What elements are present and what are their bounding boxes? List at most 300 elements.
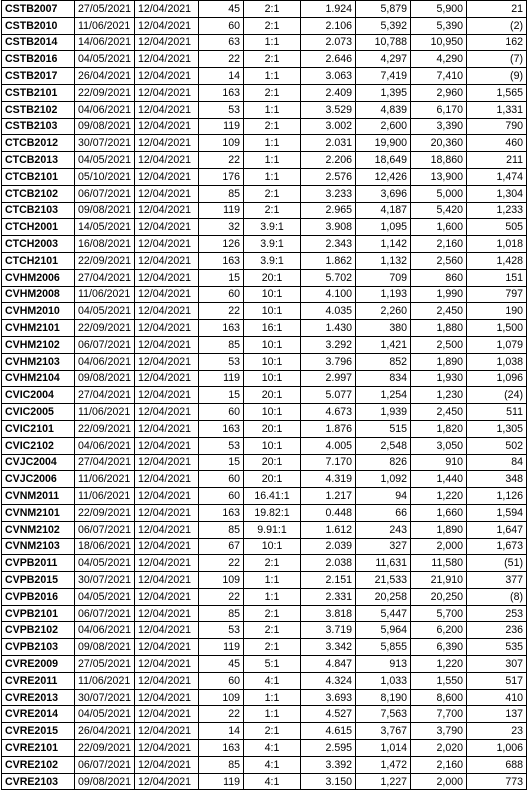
- table-row: [2, 454, 527, 471]
- trade-date-cell: 12/04/2021: [135, 588, 199, 605]
- ticker-cell: CVRE2013: [2, 689, 75, 706]
- target-cell: 1,220: [411, 656, 467, 673]
- expiry-date-cell: 27/05/2021: [75, 656, 135, 673]
- ticker-cell: CVNM2103: [2, 538, 75, 555]
- price-cell: 1,092: [356, 471, 411, 488]
- ratio-cell: 1:1: [244, 168, 301, 185]
- price-cell: 3,696: [356, 185, 411, 202]
- expiry-date-cell: 22/09/2021: [75, 84, 135, 101]
- difference-cell: 1,647: [467, 521, 527, 538]
- ratio-cell: 1:1: [244, 152, 301, 169]
- price-cell: 380: [356, 320, 411, 337]
- price-cell: 19,900: [356, 135, 411, 152]
- ticker-cell: CVHM2104: [2, 370, 75, 387]
- days-cell: 53: [199, 353, 244, 370]
- target-cell: 13,900: [411, 168, 467, 185]
- value-cell: 2.595: [301, 740, 356, 757]
- table-row: [2, 152, 527, 169]
- value-cell: 5.702: [301, 269, 356, 286]
- value-cell: 4.005: [301, 437, 356, 454]
- table-row: [2, 370, 527, 387]
- target-cell: 860: [411, 269, 467, 286]
- expiry-date-cell: 27/04/2021: [75, 387, 135, 404]
- value-cell: 3.063: [301, 68, 356, 85]
- value-cell: 1.217: [301, 488, 356, 505]
- ticker-cell: CVRE2101: [2, 740, 75, 757]
- target-cell: 18,860: [411, 152, 467, 169]
- ratio-cell: 1:1: [244, 572, 301, 589]
- value-cell: 4.615: [301, 723, 356, 740]
- trade-date-cell: 12/04/2021: [135, 756, 199, 773]
- difference-cell: 1,500: [467, 320, 527, 337]
- price-cell: 1,132: [356, 252, 411, 269]
- trade-date-cell: 12/04/2021: [135, 68, 199, 85]
- trade-date-cell: 12/04/2021: [135, 404, 199, 421]
- days-cell: 60: [199, 404, 244, 421]
- table-body: [2, 1, 527, 790]
- table-row: [2, 1, 527, 18]
- price-cell: 21,533: [356, 572, 411, 589]
- table-row: [2, 269, 527, 286]
- target-cell: 2,450: [411, 404, 467, 421]
- trade-date-cell: 12/04/2021: [135, 252, 199, 269]
- difference-cell: 253: [467, 605, 527, 622]
- table-row: [2, 252, 527, 269]
- target-cell: 10,950: [411, 34, 467, 51]
- expiry-date-cell: 27/05/2021: [75, 1, 135, 18]
- target-cell: 1,550: [411, 672, 467, 689]
- table-row: [2, 336, 527, 353]
- difference-cell: 23: [467, 723, 527, 740]
- expiry-date-cell: 06/07/2021: [75, 185, 135, 202]
- price-cell: 18,649: [356, 152, 411, 169]
- trade-date-cell: 12/04/2021: [135, 320, 199, 337]
- days-cell: 109: [199, 689, 244, 706]
- ticker-cell: CVJC2006: [2, 471, 75, 488]
- ratio-cell: 20:1: [244, 420, 301, 437]
- difference-cell: 1,673: [467, 538, 527, 555]
- days-cell: 22: [199, 555, 244, 572]
- ratio-cell: 10:1: [244, 286, 301, 303]
- difference-cell: 236: [467, 622, 527, 639]
- ticker-cell: CSTB2016: [2, 51, 75, 68]
- difference-cell: 1,305: [467, 420, 527, 437]
- ratio-cell: 1:1: [244, 101, 301, 118]
- ratio-cell: 1:1: [244, 689, 301, 706]
- expiry-date-cell: 30/07/2021: [75, 572, 135, 589]
- target-cell: 1,990: [411, 286, 467, 303]
- difference-cell: (7): [467, 51, 527, 68]
- target-cell: 5,000: [411, 185, 467, 202]
- table-row: [2, 17, 527, 34]
- ticker-cell: CSTB2010: [2, 17, 75, 34]
- ratio-cell: 2:1: [244, 202, 301, 219]
- price-cell: 327: [356, 538, 411, 555]
- target-cell: 2,160: [411, 756, 467, 773]
- days-cell: 85: [199, 336, 244, 353]
- trade-date-cell: 12/04/2021: [135, 168, 199, 185]
- days-cell: 15: [199, 269, 244, 286]
- ratio-cell: 10:1: [244, 336, 301, 353]
- value-cell: 0.448: [301, 504, 356, 521]
- ticker-cell: CVPB2103: [2, 639, 75, 656]
- target-cell: 7,410: [411, 68, 467, 85]
- difference-cell: 505: [467, 219, 527, 236]
- trade-date-cell: 12/04/2021: [135, 572, 199, 589]
- difference-cell: 688: [467, 756, 527, 773]
- value-cell: 3.529: [301, 101, 356, 118]
- ratio-cell: 1:1: [244, 68, 301, 85]
- trade-date-cell: 12/04/2021: [135, 605, 199, 622]
- price-cell: 8,190: [356, 689, 411, 706]
- expiry-date-cell: 27/04/2021: [75, 454, 135, 471]
- table-row: [2, 723, 527, 740]
- difference-cell: 21: [467, 1, 527, 18]
- trade-date-cell: 12/04/2021: [135, 152, 199, 169]
- expiry-date-cell: 30/07/2021: [75, 689, 135, 706]
- value-cell: 2.409: [301, 84, 356, 101]
- expiry-date-cell: 27/04/2021: [75, 269, 135, 286]
- table-row: [2, 404, 527, 421]
- expiry-date-cell: 09/08/2021: [75, 370, 135, 387]
- trade-date-cell: 12/04/2021: [135, 437, 199, 454]
- target-cell: 3,790: [411, 723, 467, 740]
- days-cell: 60: [199, 471, 244, 488]
- expiry-date-cell: 22/09/2021: [75, 320, 135, 337]
- target-cell: 2,000: [411, 773, 467, 790]
- difference-cell: (51): [467, 555, 527, 572]
- price-cell: 2,600: [356, 118, 411, 135]
- trade-date-cell: 12/04/2021: [135, 269, 199, 286]
- days-cell: 163: [199, 420, 244, 437]
- table-row: [2, 303, 527, 320]
- days-cell: 67: [199, 538, 244, 555]
- difference-cell: 84: [467, 454, 527, 471]
- table-row: [2, 387, 527, 404]
- expiry-date-cell: 06/07/2021: [75, 336, 135, 353]
- target-cell: 11,580: [411, 555, 467, 572]
- ratio-cell: 2:1: [244, 723, 301, 740]
- target-cell: 2,020: [411, 740, 467, 757]
- expiry-date-cell: 22/09/2021: [75, 740, 135, 757]
- target-cell: 1,660: [411, 504, 467, 521]
- expiry-date-cell: 04/05/2021: [75, 555, 135, 572]
- expiry-date-cell: 16/08/2021: [75, 236, 135, 253]
- value-cell: 2.106: [301, 17, 356, 34]
- days-cell: 63: [199, 34, 244, 51]
- days-cell: 53: [199, 437, 244, 454]
- days-cell: 176: [199, 168, 244, 185]
- expiry-date-cell: 06/07/2021: [75, 521, 135, 538]
- difference-cell: 1,565: [467, 84, 527, 101]
- difference-cell: 1,006: [467, 740, 527, 757]
- ticker-cell: CSTB2014: [2, 34, 75, 51]
- target-cell: 5,900: [411, 1, 467, 18]
- trade-date-cell: 12/04/2021: [135, 118, 199, 135]
- ratio-cell: 4:1: [244, 773, 301, 790]
- ratio-cell: 10:1: [244, 370, 301, 387]
- trade-date-cell: 12/04/2021: [135, 185, 199, 202]
- expiry-date-cell: 09/08/2021: [75, 773, 135, 790]
- ticker-cell: CVNM2101: [2, 504, 75, 521]
- trade-date-cell: 12/04/2021: [135, 202, 199, 219]
- expiry-date-cell: 04/05/2021: [75, 303, 135, 320]
- ratio-cell: 3.9:1: [244, 219, 301, 236]
- target-cell: 910: [411, 454, 467, 471]
- warrant-table: [1, 0, 527, 790]
- value-cell: 7.170: [301, 454, 356, 471]
- value-cell: 2.206: [301, 152, 356, 169]
- table-row: [2, 488, 527, 505]
- value-cell: 5.077: [301, 387, 356, 404]
- ratio-cell: 2:1: [244, 555, 301, 572]
- days-cell: 60: [199, 672, 244, 689]
- value-cell: 4.319: [301, 471, 356, 488]
- target-cell: 1,440: [411, 471, 467, 488]
- ticker-cell: CVHM2101: [2, 320, 75, 337]
- table-row: [2, 555, 527, 572]
- value-cell: 3.150: [301, 773, 356, 790]
- ticker-cell: CVPB2015: [2, 572, 75, 589]
- table-row: [2, 622, 527, 639]
- days-cell: 163: [199, 320, 244, 337]
- target-cell: 2,560: [411, 252, 467, 269]
- difference-cell: 1,304: [467, 185, 527, 202]
- expiry-date-cell: 18/06/2021: [75, 538, 135, 555]
- difference-cell: 307: [467, 656, 527, 673]
- table-row: [2, 185, 527, 202]
- ticker-cell: CVJC2004: [2, 454, 75, 471]
- expiry-date-cell: 14/05/2021: [75, 219, 135, 236]
- difference-cell: 1,079: [467, 336, 527, 353]
- ratio-cell: 4:1: [244, 740, 301, 757]
- days-cell: 109: [199, 135, 244, 152]
- table-row: [2, 202, 527, 219]
- ticker-cell: CSTB2007: [2, 1, 75, 18]
- table-row: [2, 639, 527, 656]
- ratio-cell: 10:1: [244, 538, 301, 555]
- trade-date-cell: 12/04/2021: [135, 236, 199, 253]
- expiry-date-cell: 06/07/2021: [75, 756, 135, 773]
- trade-date-cell: 12/04/2021: [135, 34, 199, 51]
- value-cell: 1.862: [301, 252, 356, 269]
- table-row: [2, 672, 527, 689]
- expiry-date-cell: 06/07/2021: [75, 605, 135, 622]
- value-cell: 3.908: [301, 219, 356, 236]
- ratio-cell: 2:1: [244, 185, 301, 202]
- trade-date-cell: 12/04/2021: [135, 504, 199, 521]
- target-cell: 8,600: [411, 689, 467, 706]
- price-cell: 7,419: [356, 68, 411, 85]
- ratio-cell: 20:1: [244, 269, 301, 286]
- trade-date-cell: 12/04/2021: [135, 740, 199, 757]
- days-cell: 163: [199, 84, 244, 101]
- trade-date-cell: 12/04/2021: [135, 219, 199, 236]
- price-cell: 5,879: [356, 1, 411, 18]
- ratio-cell: 5:1: [244, 656, 301, 673]
- difference-cell: 797: [467, 286, 527, 303]
- target-cell: 5,700: [411, 605, 467, 622]
- table-row: [2, 168, 527, 185]
- expiry-date-cell: 11/06/2021: [75, 286, 135, 303]
- expiry-date-cell: 26/04/2021: [75, 723, 135, 740]
- value-cell: 3.796: [301, 353, 356, 370]
- days-cell: 32: [199, 219, 244, 236]
- target-cell: 1,600: [411, 219, 467, 236]
- ratio-cell: 1:1: [244, 588, 301, 605]
- days-cell: 53: [199, 622, 244, 639]
- value-cell: 3.392: [301, 756, 356, 773]
- ratio-cell: 4:1: [244, 672, 301, 689]
- table-row: [2, 219, 527, 236]
- ticker-cell: CSTB2103: [2, 118, 75, 135]
- price-cell: 5,447: [356, 605, 411, 622]
- difference-cell: 377: [467, 572, 527, 589]
- difference-cell: 1,594: [467, 504, 527, 521]
- value-cell: 1.430: [301, 320, 356, 337]
- ticker-cell: CVHM2006: [2, 269, 75, 286]
- trade-date-cell: 12/04/2021: [135, 521, 199, 538]
- target-cell: 2,500: [411, 336, 467, 353]
- price-cell: 12,426: [356, 168, 411, 185]
- days-cell: 119: [199, 202, 244, 219]
- ratio-cell: 1:1: [244, 706, 301, 723]
- table-row: [2, 353, 527, 370]
- ticker-cell: CTCB2102: [2, 185, 75, 202]
- ratio-cell: 3.9:1: [244, 236, 301, 253]
- target-cell: 2,000: [411, 538, 467, 555]
- expiry-date-cell: 04/06/2021: [75, 437, 135, 454]
- trade-date-cell: 12/04/2021: [135, 101, 199, 118]
- trade-date-cell: 12/04/2021: [135, 17, 199, 34]
- trade-date-cell: 12/04/2021: [135, 488, 199, 505]
- days-cell: 109: [199, 572, 244, 589]
- value-cell: 3.818: [301, 605, 356, 622]
- table-row: [2, 135, 527, 152]
- days-cell: 53: [199, 101, 244, 118]
- value-cell: 1.612: [301, 521, 356, 538]
- price-cell: 709: [356, 269, 411, 286]
- table-row: [2, 84, 527, 101]
- target-cell: 20,250: [411, 588, 467, 605]
- table-row: [2, 521, 527, 538]
- value-cell: 1.924: [301, 1, 356, 18]
- ticker-cell: CVIC2005: [2, 404, 75, 421]
- expiry-date-cell: 26/04/2021: [75, 68, 135, 85]
- days-cell: 85: [199, 521, 244, 538]
- difference-cell: 517: [467, 672, 527, 689]
- difference-cell: 151: [467, 269, 527, 286]
- trade-date-cell: 12/04/2021: [135, 672, 199, 689]
- trade-date-cell: 12/04/2021: [135, 656, 199, 673]
- trade-date-cell: 12/04/2021: [135, 471, 199, 488]
- expiry-date-cell: 30/07/2021: [75, 135, 135, 152]
- ratio-cell: 1:1: [244, 135, 301, 152]
- days-cell: 119: [199, 370, 244, 387]
- target-cell: 6,390: [411, 639, 467, 656]
- trade-date-cell: 12/04/2021: [135, 286, 199, 303]
- value-cell: 2.646: [301, 51, 356, 68]
- ratio-cell: 10:1: [244, 404, 301, 421]
- ratio-cell: 20:1: [244, 387, 301, 404]
- ratio-cell: 2:1: [244, 622, 301, 639]
- value-cell: 2.343: [301, 236, 356, 253]
- ratio-cell: 1:1: [244, 34, 301, 51]
- ratio-cell: 20:1: [244, 454, 301, 471]
- value-cell: 2.038: [301, 555, 356, 572]
- price-cell: 1,421: [356, 336, 411, 353]
- difference-cell: (24): [467, 387, 527, 404]
- value-cell: 4.673: [301, 404, 356, 421]
- ratio-cell: 3.9:1: [244, 252, 301, 269]
- price-cell: 11,631: [356, 555, 411, 572]
- target-cell: 2,160: [411, 236, 467, 253]
- value-cell: 3.002: [301, 118, 356, 135]
- days-cell: 119: [199, 639, 244, 656]
- days-cell: 119: [199, 773, 244, 790]
- target-cell: 6,200: [411, 622, 467, 639]
- days-cell: 22: [199, 706, 244, 723]
- table-row: [2, 504, 527, 521]
- price-cell: 1,395: [356, 84, 411, 101]
- ticker-cell: CVIC2102: [2, 437, 75, 454]
- target-cell: 1,220: [411, 488, 467, 505]
- difference-cell: 502: [467, 437, 527, 454]
- value-cell: 2.965: [301, 202, 356, 219]
- difference-cell: 773: [467, 773, 527, 790]
- ticker-cell: CVRE2103: [2, 773, 75, 790]
- ratio-cell: 10:1: [244, 437, 301, 454]
- ticker-cell: CTCB2013: [2, 152, 75, 169]
- ticker-cell: CSTB2102: [2, 101, 75, 118]
- expiry-date-cell: 11/06/2021: [75, 17, 135, 34]
- difference-cell: 1,096: [467, 370, 527, 387]
- price-cell: 4,297: [356, 51, 411, 68]
- trade-date-cell: 12/04/2021: [135, 773, 199, 790]
- difference-cell: 790: [467, 118, 527, 135]
- ratio-cell: 2:1: [244, 605, 301, 622]
- table-row: [2, 656, 527, 673]
- days-cell: 60: [199, 286, 244, 303]
- ticker-cell: CVIC2004: [2, 387, 75, 404]
- expiry-date-cell: 22/09/2021: [75, 252, 135, 269]
- table-row: [2, 286, 527, 303]
- value-cell: 4.847: [301, 656, 356, 673]
- table-row: [2, 706, 527, 723]
- days-cell: 119: [199, 118, 244, 135]
- price-cell: 1,095: [356, 219, 411, 236]
- difference-cell: 1,126: [467, 488, 527, 505]
- table-row: [2, 756, 527, 773]
- trade-date-cell: 12/04/2021: [135, 303, 199, 320]
- expiry-date-cell: 05/10/2021: [75, 168, 135, 185]
- difference-cell: (9): [467, 68, 527, 85]
- expiry-date-cell: 04/06/2021: [75, 622, 135, 639]
- ratio-cell: 2:1: [244, 51, 301, 68]
- target-cell: 1,930: [411, 370, 467, 387]
- trade-date-cell: 12/04/2021: [135, 538, 199, 555]
- table-row: [2, 572, 527, 589]
- trade-date-cell: 12/04/2021: [135, 336, 199, 353]
- target-cell: 5,390: [411, 17, 467, 34]
- difference-cell: 1,331: [467, 101, 527, 118]
- trade-date-cell: 12/04/2021: [135, 387, 199, 404]
- expiry-date-cell: 04/05/2021: [75, 51, 135, 68]
- days-cell: 126: [199, 236, 244, 253]
- table-row: [2, 471, 527, 488]
- difference-cell: 1,233: [467, 202, 527, 219]
- ticker-cell: CVPB2102: [2, 622, 75, 639]
